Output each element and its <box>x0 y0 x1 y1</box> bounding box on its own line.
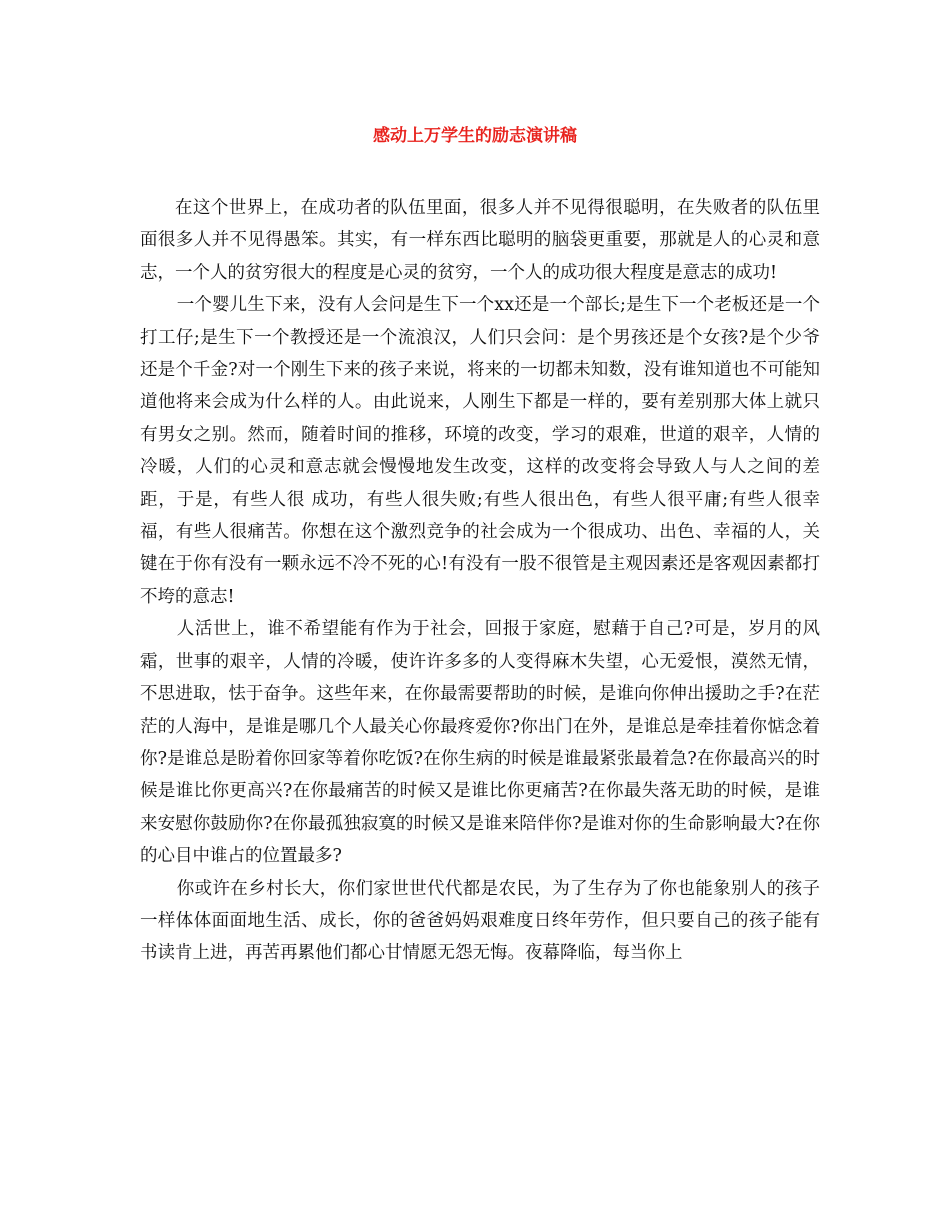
paragraph: 你或许在乡村长大，你们家世世代代都是农民，为了生存为了你也能象别人的孩子一样体体面面地生活、成长，你的爸爸妈妈艰难度日终年劳作，但只要自己的孩子能有书读肯上进，再苦再累他们都心甘情愿无怨无悔。夜幕降临，每当你上 <box>140 878 820 964</box>
paragraph: 一个婴儿生下来，没有人会问是生下一个xx还是一个部长;是生下一个老板还是一个打工仔;是生下一个教授还是一个流浪汉，人们只会问：是个男孩还是个女孩?是个少爷还是个千金?对一个刚生下来的孩子来说，将来的一切都未知数，没有谁知道也不可能知道他将来会成为什么样的人。由此说来，人刚生下都是一样的，要有差别那大体上就只有男女之别。然而，随着时间的推移，环境的改变，学习的艰难，世道的艰辛，人情的冷暖，人们的心灵和意志就会慢慢地发生改变，这样的改变将会导致人与人之间的差距，于是，有些人很 成功，有些人很失败;有些人很出色，有些人很平庸;有些人很幸福，有些人很痛苦。你想在这个激烈竞争的社会成为一个很成功、出色、幸福的人，关键在于你有没有一颗永远不冷不死的心!有没有一股不很管是主观因素还是客观因素都打不垮的意志! <box>140 295 820 607</box>
document-title: 感动上万学生的励志演讲稿 <box>373 126 577 146</box>
paragraph: 人活世上，谁不希望能有作为于社会，回报于家庭，慰藉于自己?可是，岁月的风霜，世事的艰辛，人情的冷暖，使许许多多的人变得麻木失望，心无爱恨，漠然无情，不思进取，怯于奋争。这些年来，在你最需要帮助的时候，是谁向你伸出援助之手?在茫茫的人海中，是谁是哪几个人最关心你最疼爱你?你出门在外，是谁总是牵挂着你惦念着你?是谁总是盼着你回家等着你吃饭?在你生病的时候是谁最紧张最着急?在你最高兴的时候是谁比你更高兴?在你最痛苦的时候又是谁比你更痛苦?在你最失落无助的时候，是谁来安慰你鼓励你?在你最孤独寂寞的时候又是谁来陪伴你?是谁对你的生命影响最大?在你的心目中谁占的位置最多? <box>140 619 820 867</box>
document-body <box>140 192 820 970</box>
paragraph: 在这个世界上，在成功者的队伍里面，很多人并不见得很聪明，在失败者的队伍里面很多人并不见得愚笨。其实，有一样东西比聪明的脑袋更重要，那就是人的心灵和意志，一个人的贫穷很大的程度是心灵的贫穷，一个人的成功很大程度是意志的成功! <box>140 198 820 283</box>
